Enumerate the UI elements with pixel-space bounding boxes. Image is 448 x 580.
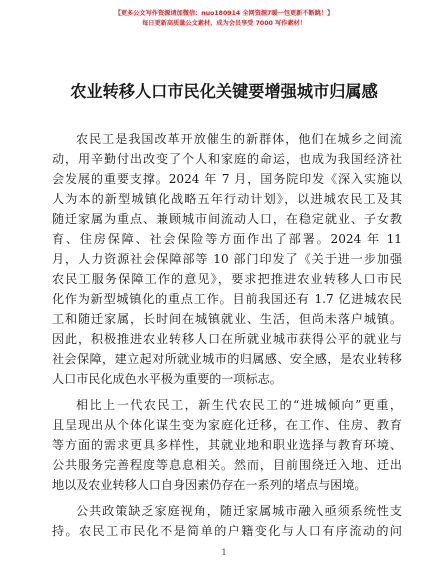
body-line: 工和随迁家属，长时间在城镇就业、生活，但尚未落户城镇。 xyxy=(52,312,402,326)
body-line: 化作为新型城镇化的重点工作。目前我国还有 1.7 亿进城农民 xyxy=(52,292,402,306)
body-line: 随迁家属为重点、兼顾城市间流动人口，在稳定就业、子女教 xyxy=(52,212,402,226)
body-line: 农民工是我国改革开放催生的新群体，他们在城乡之间流 xyxy=(76,132,402,146)
body-line: 农民工服务保障工作的意见》，要求把推进农业转移人口市民 xyxy=(52,272,402,286)
body-line: 持。农民工市民化不是简单的户籍变化与人口有序流动的问 xyxy=(52,524,402,538)
body-line: 会发展的重要支撑。2024 年 7 月，国务院印发《深入实施以 xyxy=(52,172,402,186)
promo-banner-line-2: 每日更新高质量公文素材，成为会员享受 7000 写作素材！ xyxy=(142,20,306,27)
body-line: 动，用辛勤付出改变了个人和家庭的命运，也成为我国经济社 xyxy=(52,152,402,166)
body-line: 公共服务完善程度等息息相关。然而，目前围绕迁入地、迁出 xyxy=(52,458,402,472)
body-line: 地以及农业转移人口自身因素仍存在一系列的堵点与困境。 xyxy=(52,478,367,492)
page-number: 1 xyxy=(221,548,227,557)
body-line: 月，人力资源社会保障部等 10 部门印发了《关于进一步加强 xyxy=(52,252,402,266)
body-line: 人为本的新型城镇化战略五年行动计划》，以进城农民工及其 xyxy=(52,192,402,206)
body-line: 人口市民化成色水平极为重要的一项标志。 xyxy=(52,372,282,386)
document-title: 农业转移人口市民化关键要增强城市归属感 xyxy=(70,82,378,101)
body-line: 等方面的需求更具多样性，其就业地和职业选择与教育环境、 xyxy=(52,438,402,452)
body-line: 公共政策缺乏家庭视角，随迁家属城市融入亟须系统性支 xyxy=(76,504,402,518)
promo-banner-line-1: 【更多公文写作资源请加微信：nuo180914 全网资源7暖一包更新不断跳！】 xyxy=(114,10,334,17)
body-line: 社会保障，建立起对所就业城市的归属感、安全感，是农业转移 xyxy=(52,352,402,366)
body-line: 相比上一代农民工，新生代农民工的“进城倾向”更重， xyxy=(76,398,402,412)
body-line: 育、住房保障、社会保险等方面作出了部署。2024 年 11 xyxy=(52,232,402,246)
body-line: 且呈现出从个体化谋生变为家庭化迁移，在工作、住房、教育 xyxy=(52,418,402,432)
body-line: 因此，积极推进农业转移人口在所就业城市获得公平的就业与 xyxy=(52,332,402,346)
